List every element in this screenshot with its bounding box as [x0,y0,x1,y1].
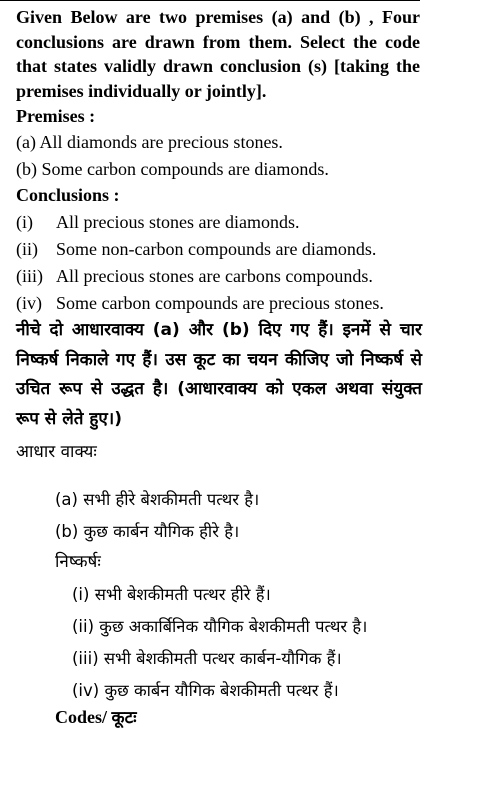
conclusion-iv-english [16,291,384,315]
conclusion-iv-hindi: (iv) कुछ कार्बन यौगिक बेशकीमती पत्थर हैं। [72,681,339,700]
conclusion-text: Some non-carbon compounds are diamonds. [56,239,377,259]
premises-heading-hindi: आधार वाक्यः [16,442,97,462]
conclusions-heading-english: Conclusions : [16,185,120,205]
conclusion-number: (iv) [16,293,42,313]
conclusion-i-english [16,210,299,234]
top-rule [0,0,420,1]
conclusion-number: (i) [16,212,33,232]
codes-label-hindi: कूटः [111,708,137,728]
conclusion-text: All precious stones are diamonds. [56,212,300,232]
premise-a-hindi: (a) सभी हीरे बेशकीमती पत्थर है। [55,490,260,509]
question-text-english: Given Below are two premises (a) and (b) , Four conclusions are drawn from them. Select the code that states validly drawn conclusion (s) [taking the premises individually or jointly]. [16,7,420,101]
conclusion-iii-english [16,264,373,288]
conclusion-ii-english [16,237,376,261]
premise-a-english: (a) All diamonds are precious stones. [16,132,283,152]
premise-b-english: (b) Some carbon compounds are diamonds. [16,159,329,179]
conclusion-ii-hindi: (ii) कुछ अकार्बिनिक यौगिक बेशकीमती पत्थर है। [72,617,368,636]
conclusions-heading-hindi: निष्कर्षः [55,552,101,572]
conclusion-i-hindi: (i) सभी बेशकीमती पत्थर हीरे हैं। [72,585,271,604]
question-text-hindi: नीचे दो आधारवाक्य (a) और (b) दिए गए हैं। इनमें से चार निष्कर्ष निकाले गए हैं। उस कूट का चयन कीजिए जो निष्कर्ष से उचित रूप से उद्धत है। (आधारवाक्य को एकल अथवा संयुक्त रूप से लेते हुए।) [16,320,422,429]
codes-label-english: Codes/ [55,707,108,727]
conclusion-text: All precious stones are carbons compounds. [56,266,373,286]
premise-b-hindi: (b) कुछ कार्बन यौगिक हीरे है। [55,522,240,541]
conclusion-text: Some carbon compounds are precious stones. [56,293,384,313]
codes-label [55,705,137,730]
premises-heading-english: Premises : [16,106,96,126]
conclusion-number: (iii) [16,266,43,286]
conclusion-number: (ii) [16,239,38,259]
conclusion-iii-hindi: (iii) सभी बेशकीमती पत्थर कार्बन-यौगिक हैं। [72,649,342,668]
